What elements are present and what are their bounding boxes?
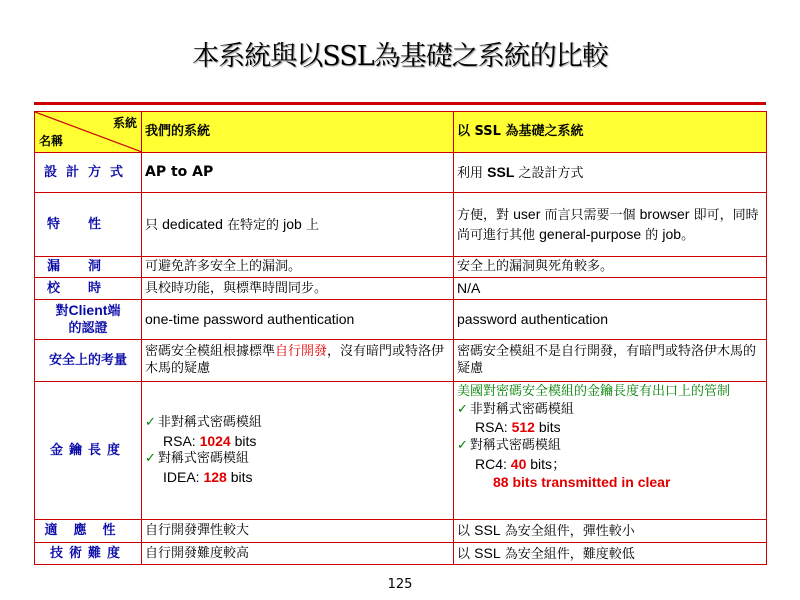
corner-bottom-label: 名稱 bbox=[39, 133, 64, 148]
table-row bbox=[35, 519, 767, 542]
table-row bbox=[35, 153, 767, 193]
comparison-table bbox=[34, 111, 767, 565]
page-number: 125 bbox=[387, 577, 413, 592]
row-label-client-auth: 對Client端 的認證 bbox=[35, 299, 142, 339]
cell-ours-holes: 可避免許多安全上的漏洞。 bbox=[142, 257, 454, 278]
row-label-holes: 漏洞 bbox=[35, 257, 142, 278]
cell-ours-difficulty: 自行開發難度較高 bbox=[142, 542, 454, 565]
table-row bbox=[35, 299, 767, 339]
header-ours: 我們的系統 bbox=[142, 112, 454, 153]
cell-ours-feature: 只 dedicated 在特定的 job 上 bbox=[142, 193, 454, 257]
table-header-row bbox=[35, 112, 767, 153]
table-row bbox=[35, 257, 767, 278]
cell-ssl-timing: N/A bbox=[454, 278, 767, 300]
cell-ssl-difficulty: 以 SSL 為安全組件，難度較低 bbox=[454, 542, 767, 565]
clear-bits-note: 88 bits transmitted in clear bbox=[493, 474, 671, 491]
cell-ours-client-auth: one-time password authentication bbox=[142, 299, 454, 339]
slide-title: 本系統與以SSL為基礎之系統的比較 bbox=[192, 41, 608, 72]
cell-ssl-feature: 方便，對 user 而言只需要一個 browser 即可，同時尚可進行其他 general-purpose 的 job。 bbox=[454, 193, 767, 257]
cell-ours-timing: 具校時功能，與標準時間同步。 bbox=[142, 278, 454, 300]
cell-ssl-adaptability: 以 SSL 為安全組件，彈性較小 bbox=[454, 519, 767, 542]
corner-cell bbox=[35, 112, 142, 153]
cell-ssl-key-length: 美國對密碼安全模組的金鑰長度有出口上的管制 ✓ 非對稱式密碼模組 RSA: 512 bits ✓ 對稱式密碼模組 RC4: 40 bits； 88 bits transmitted in clear bbox=[454, 381, 767, 519]
cell-ssl-holes: 安全上的漏洞與死角較多。 bbox=[454, 257, 767, 278]
cell-ssl-security: 密碼安全模組不是自行開發，有暗門或特洛伊木馬的疑慮 bbox=[454, 339, 767, 381]
cell-ours-key-length: ✓ 非對稱式密碼模組 RSA: 1024 bits ✓ 對稱式密碼模組 IDEA: 128 bits bbox=[142, 381, 454, 519]
check-icon: ✓ bbox=[145, 451, 156, 467]
export-control-note: 美國對密碼安全模組的金鑰長度有出口上的管制 bbox=[457, 383, 731, 399]
row-label-key-length: 金鑰長度 bbox=[35, 381, 142, 519]
cell-ssl-client-auth: password authentication bbox=[454, 299, 767, 339]
table-row bbox=[35, 542, 767, 565]
cell-ours-design: AP to AP bbox=[142, 153, 454, 193]
row-label-difficulty: 技術難度 bbox=[35, 542, 142, 565]
title-divider bbox=[34, 102, 766, 105]
header-ssl: 以 SSL 為基礎之系統 bbox=[454, 112, 767, 153]
row-label-timing: 校時 bbox=[35, 278, 142, 300]
table-row bbox=[35, 193, 767, 257]
check-icon: ✓ bbox=[457, 437, 468, 453]
corner-top-label: 系統 bbox=[112, 116, 137, 130]
row-label-security: 安全上的考量 bbox=[35, 339, 142, 381]
cell-ours-adaptability: 自行開發彈性較大 bbox=[142, 519, 454, 542]
check-icon: ✓ bbox=[145, 415, 156, 431]
table-row bbox=[35, 278, 767, 300]
table-row bbox=[35, 381, 767, 519]
cell-ssl-design: 利用 SSL 之設計方式 bbox=[454, 153, 767, 193]
cell-ours-security: 密碼安全模組根據標準自行開發，沒有暗門或特洛伊木馬的疑慮 bbox=[142, 339, 454, 381]
check-icon: ✓ bbox=[457, 401, 468, 417]
row-label-feature: 特性 bbox=[35, 193, 142, 257]
table-row bbox=[35, 339, 767, 381]
row-label-design: 設計方式 bbox=[35, 153, 142, 193]
row-label-adaptability: 適應性 bbox=[35, 519, 142, 542]
